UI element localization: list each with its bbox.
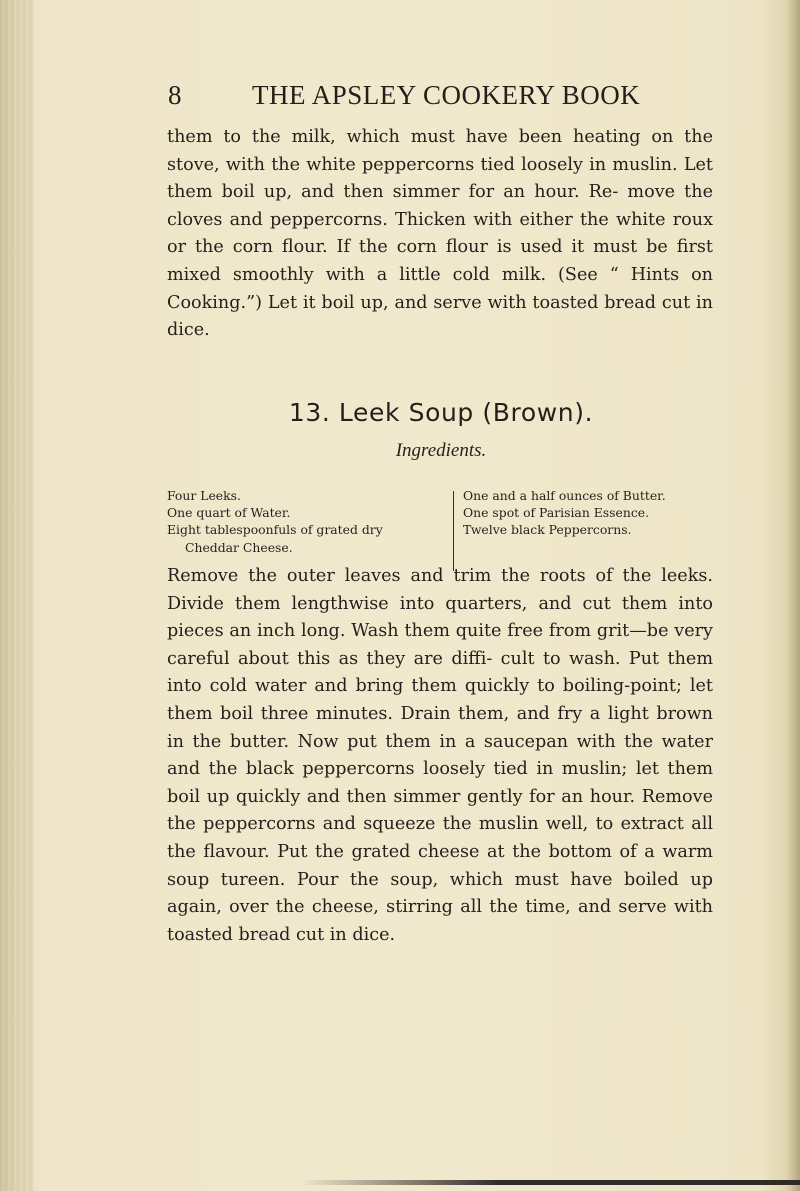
recipe-title: 13. Leek Soup (Brown).	[288, 398, 594, 427]
ingredients-divider	[453, 491, 454, 571]
ingredient-item: One spot of Parisian Essence.	[463, 505, 650, 521]
page-number: 8	[168, 80, 182, 110]
method-paragraph: Remove the outer leaves and trim the roots of the leeks. Divide them lengthwise into quarters, and cut them into pieces an inch long. Wash them quite free from grit—be very careful about this as they are diffi- cult to wash. Put them into cold water and bring them quickly to boiling-point; let them boil three minutes. Drain them, and fry a light brown in the butter. Now put them in a saucepan with the water and the black peppercorns loosely tied in muslin; let them boil up quickly and then simmer gently for an hour. Remove the peppercorns and squeeze the muslin well, to extract all the flavour. Put the grated cheese at the bottom of a warm soup tureen. Pour the soup, which must have boiled up again, over the cheese, stirring all the time, and serve with toasted bread cut in dice.	[167, 566, 713, 945]
running-title: THE APSLEY COOKERY BOOK	[252, 80, 641, 110]
binding-gutter	[0, 0, 34, 1191]
ingredient-item: Twelve black Peppercorns.	[463, 522, 632, 538]
ingredient-item: Four Leeks.	[167, 488, 241, 503]
ingredient-item: Eight tablespoonfuls of grated dry Cheddar Cheese.	[167, 522, 383, 555]
page-edge-shadow	[786, 0, 800, 1191]
bottom-edge-rule	[300, 1180, 800, 1185]
running-header	[168, 80, 688, 114]
ingredients-right-column	[463, 487, 725, 539]
continued-paragraph: them to the milk, which must have been heating on the stove, with the white peppercorns tied loosely in muslin. Let them boil up, and then simmer for an hour. Re- move the cloves and peppercorns. Thicken with either the white roux or the corn flour. If the corn flour is used it must be first mixed smoothly with a little cold milk. (See “ Hints on Cooking.”) Let it boil up, and serve with toasted bread cut in dice.	[167, 127, 713, 341]
ingredients-heading: Ingredients.	[395, 440, 487, 461]
ingredient-item: One quart of Water.	[167, 505, 291, 521]
ingredient-item: One and a half ounces of Butter.	[463, 488, 666, 503]
ingredients-left-column	[167, 487, 417, 556]
